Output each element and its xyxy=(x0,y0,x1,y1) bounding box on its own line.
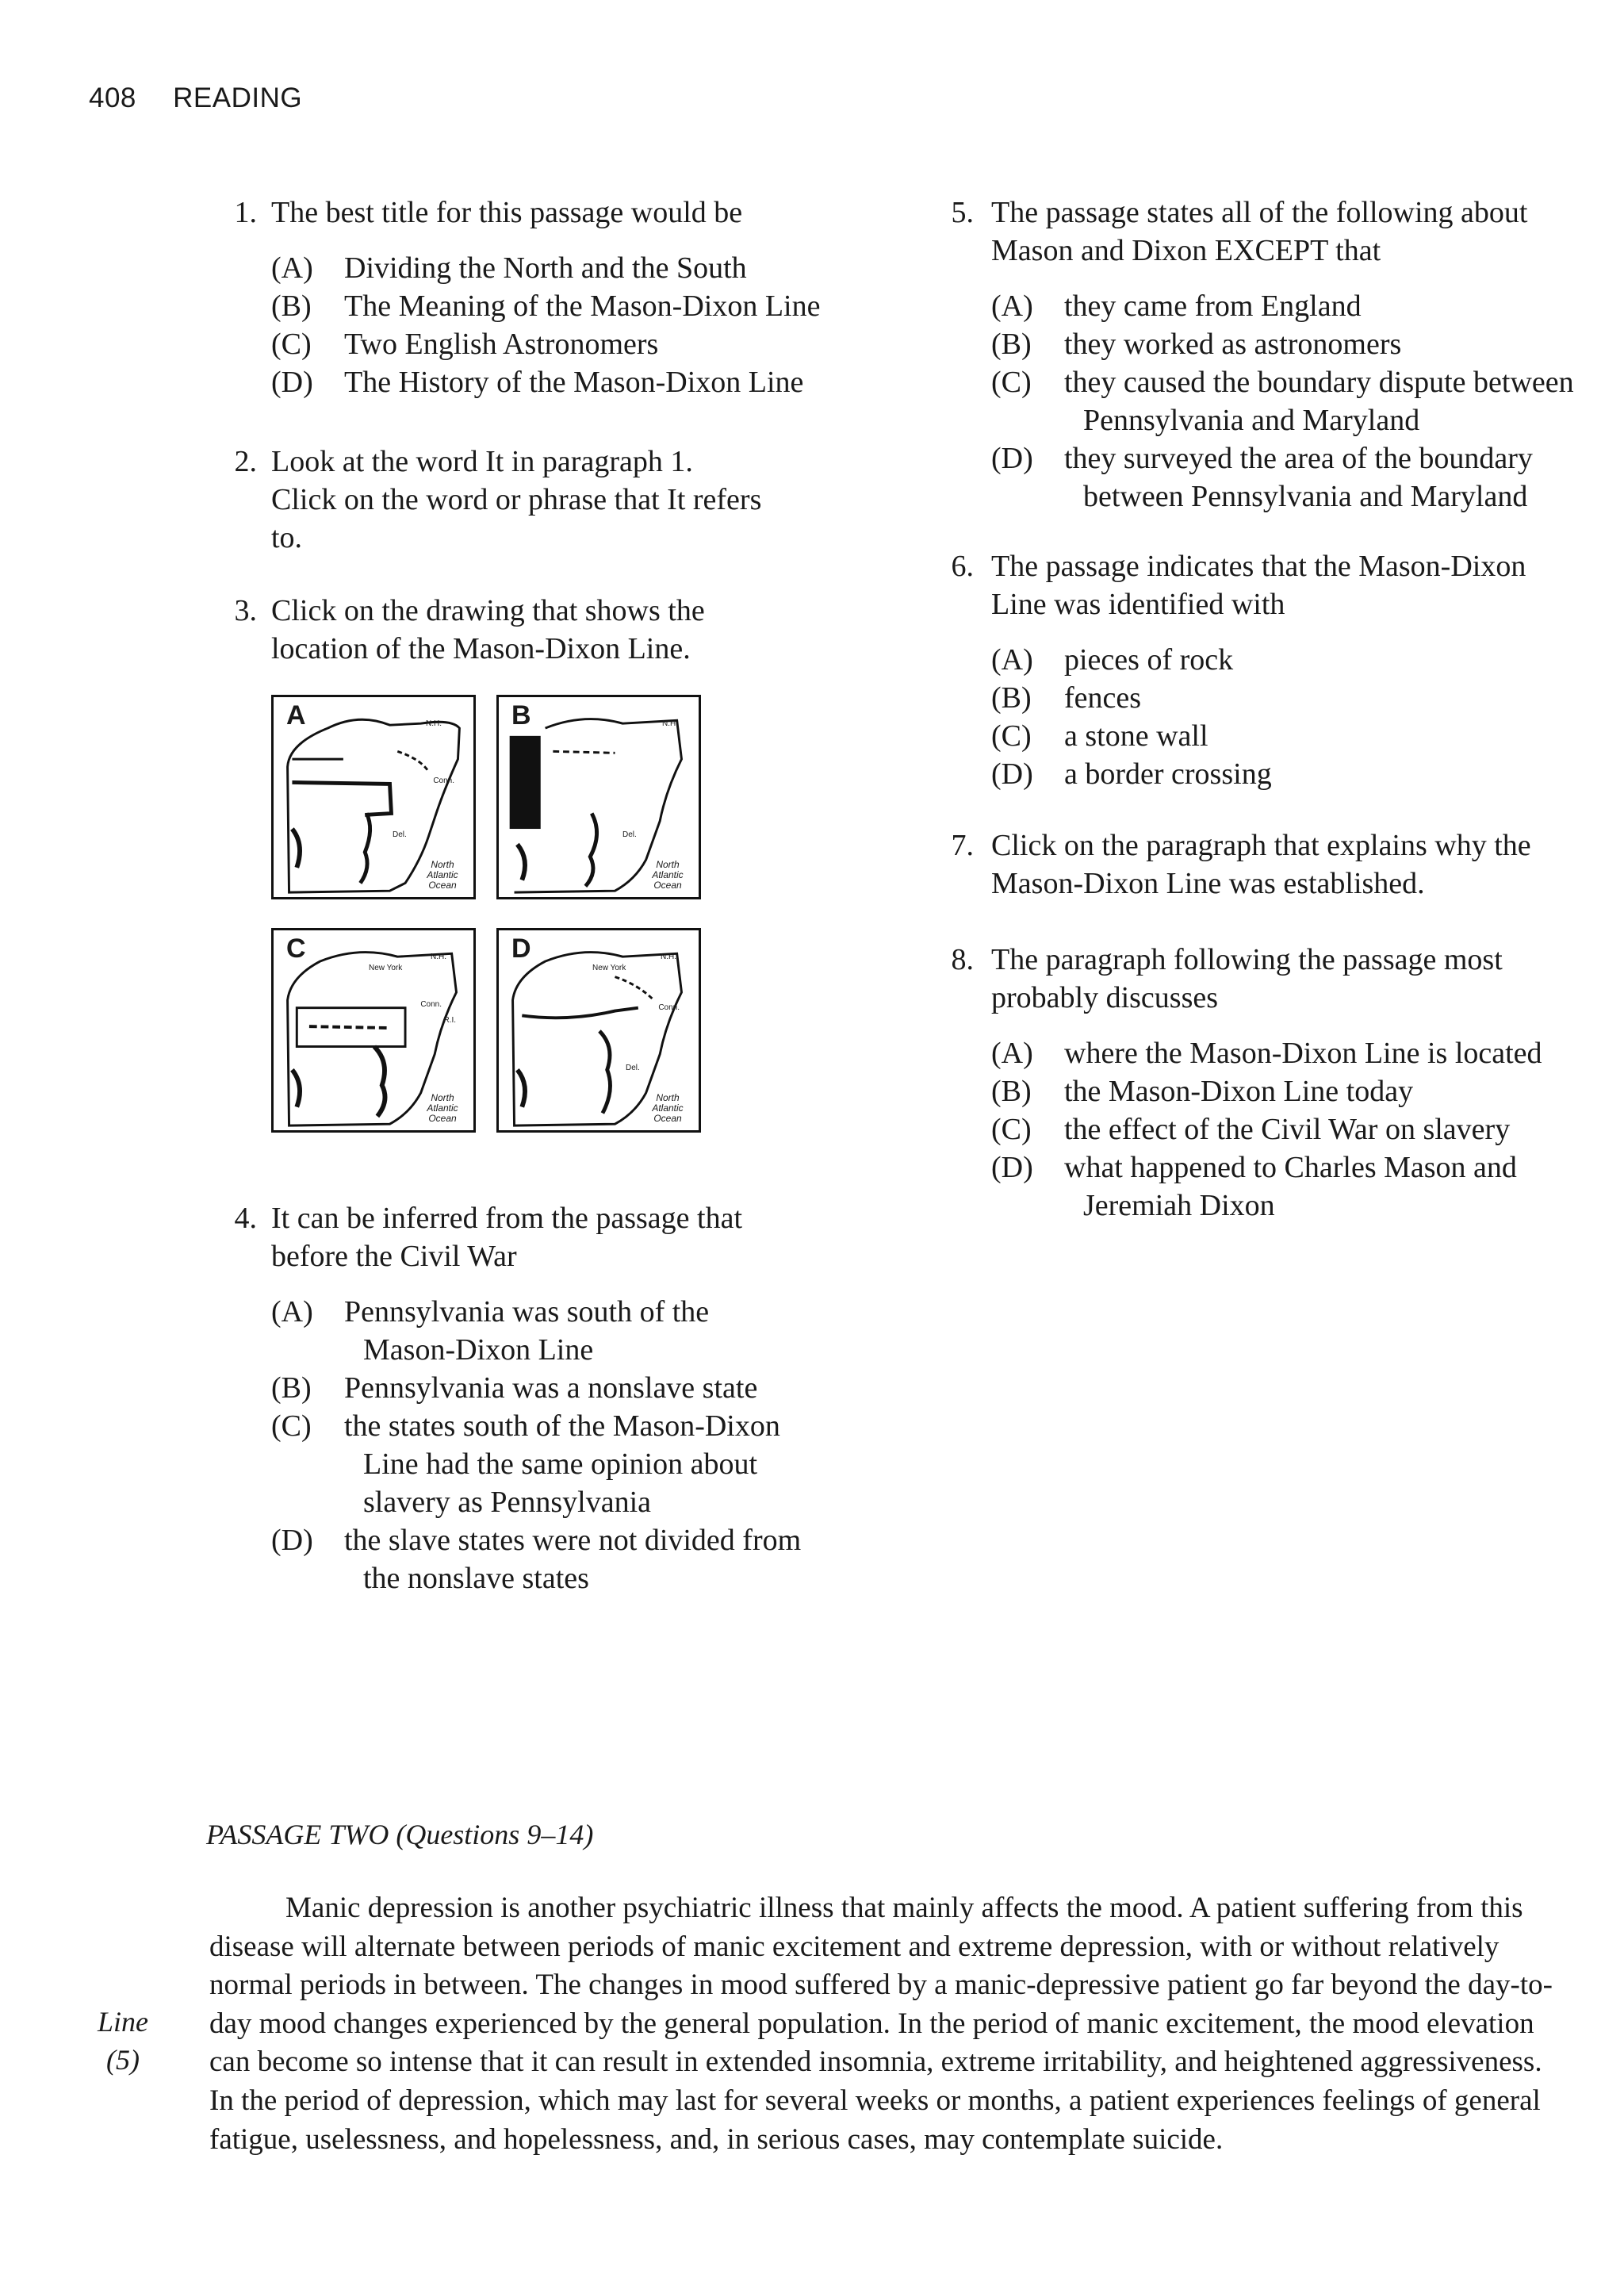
question-stem: The best title for this passage would be xyxy=(271,196,743,229)
question-2 xyxy=(208,443,858,557)
answer-options xyxy=(991,641,1586,793)
option-letter: (D) xyxy=(991,757,1033,791)
question-1 xyxy=(208,194,858,401)
line-label: Line xyxy=(97,2006,148,2038)
option-text: Dividing the North and the South xyxy=(344,251,747,285)
answer-options xyxy=(991,1034,1586,1225)
option-letter: (D) xyxy=(271,1524,313,1557)
map-choice-d[interactable] xyxy=(496,928,701,1133)
option-text: pieces of rock xyxy=(1064,643,1234,677)
question-5 xyxy=(928,194,1586,516)
option-text: the slave states were not divided from the nonslave states xyxy=(344,1524,802,1595)
answer-option[interactable] xyxy=(271,1369,858,1407)
answer-option[interactable] xyxy=(271,1293,858,1369)
option-text: they caused the boundary dispute between Pennsylvania and Maryland xyxy=(1064,366,1574,437)
option-text: Pennsylvania was south of the Mason-Dixon Line xyxy=(344,1295,710,1367)
option-text: the Mason-Dixon Line today xyxy=(1064,1075,1414,1108)
question-4 xyxy=(208,1199,858,1597)
answer-option[interactable] xyxy=(991,1148,1586,1225)
ocean-label: North Atlantic Ocean xyxy=(427,1092,458,1124)
map-mark: New York xyxy=(369,964,403,972)
answer-options xyxy=(271,1293,858,1597)
answer-option[interactable] xyxy=(271,1521,858,1597)
ocean-label: North Atlantic Ocean xyxy=(427,859,458,891)
map-label: D xyxy=(508,934,534,964)
question-stem: Click on the paragraph that explains why the Mason-Dixon Line was established. xyxy=(991,829,1531,900)
answer-option[interactable] xyxy=(271,363,858,401)
map-choices xyxy=(271,695,858,1133)
question-number: 8. xyxy=(951,943,974,976)
answer-option[interactable] xyxy=(991,325,1586,363)
answer-option[interactable] xyxy=(991,1110,1586,1148)
map-mark: Conn. xyxy=(420,1000,442,1009)
right-column xyxy=(928,194,1586,1252)
answer-option[interactable] xyxy=(271,287,858,325)
answer-option[interactable] xyxy=(991,1072,1586,1110)
option-text: The History of the Mason-Dixon Line xyxy=(344,366,804,399)
page-header xyxy=(89,82,302,114)
option-text: a stone wall xyxy=(1064,719,1208,753)
option-letter: (C) xyxy=(991,1113,1032,1146)
section-title: READING xyxy=(173,82,303,113)
ocean-label: North Atlantic Ocean xyxy=(652,859,684,891)
option-letter: (C) xyxy=(271,1409,312,1443)
option-letter: (B) xyxy=(271,1371,312,1405)
answer-option[interactable] xyxy=(991,1034,1586,1072)
answer-option[interactable] xyxy=(991,439,1586,516)
map-mark: Del. xyxy=(626,1064,640,1072)
map-mark: N.H. xyxy=(431,953,446,961)
question-stem: Click on the drawing that shows the location of the Mason-Dixon Line. xyxy=(271,594,705,665)
question-stem: The passage states all of the following about Mason and Dixon EXCEPT that xyxy=(991,196,1528,267)
answer-option[interactable] xyxy=(991,717,1586,755)
option-text: Two English Astronomers xyxy=(344,328,659,361)
option-letter: (B) xyxy=(991,1075,1032,1108)
map-mark: N.H. xyxy=(661,953,676,961)
answer-options xyxy=(991,287,1586,516)
option-letter: (C) xyxy=(271,328,312,361)
map-label: B xyxy=(508,700,534,730)
option-letter: (A) xyxy=(271,251,313,285)
map-mark: Del. xyxy=(393,830,407,839)
passage-title: PASSAGE TWO (Questions 9–14) xyxy=(206,1819,594,1850)
option-letter: (A) xyxy=(991,289,1033,323)
map-mark: Conn. xyxy=(433,776,454,785)
question-7 xyxy=(928,826,1586,903)
question-number: 7. xyxy=(951,829,974,862)
question-stem: The passage indicates that the Mason-Dixon Line was identified with xyxy=(991,550,1526,621)
map-label: C xyxy=(283,934,309,964)
question-number: 1. xyxy=(234,196,257,229)
answer-option[interactable] xyxy=(271,249,858,287)
option-letter: (D) xyxy=(271,366,313,399)
map-mark: Del. xyxy=(622,830,637,839)
answer-options xyxy=(271,249,858,401)
option-letter: (D) xyxy=(991,442,1033,475)
answer-option[interactable] xyxy=(991,755,1586,793)
question-number: 6. xyxy=(951,550,974,583)
option-letter: (B) xyxy=(991,681,1032,715)
answer-option[interactable] xyxy=(991,287,1586,325)
answer-option[interactable] xyxy=(991,363,1586,439)
option-text: the states south of the Mason-Dixon Line had the same opinion about slavery as Pennsylvania xyxy=(344,1409,780,1519)
answer-option[interactable] xyxy=(991,641,1586,679)
option-letter: (B) xyxy=(271,289,312,323)
map-mark: N.H. xyxy=(426,719,442,728)
option-letter: (D) xyxy=(991,1151,1033,1184)
question-stem: Look at the word It in paragraph 1. Click on the word or phrase that It refers to. xyxy=(271,445,762,554)
line-number: (5) xyxy=(106,2044,140,2076)
question-6 xyxy=(928,547,1586,793)
map-choice-c[interactable] xyxy=(271,928,476,1133)
question-number: 2. xyxy=(234,445,257,478)
option-text: the effect of the Civil War on slavery xyxy=(1064,1113,1511,1146)
map-choice-a[interactable] xyxy=(271,695,476,899)
option-text: they worked as astronomers xyxy=(1064,328,1402,361)
map-mark: New York xyxy=(592,964,626,972)
option-text: a border crossing xyxy=(1064,757,1272,791)
option-text: where the Mason-Dixon Line is located xyxy=(1064,1037,1542,1070)
option-letter: (A) xyxy=(991,643,1033,677)
left-column xyxy=(208,194,858,1624)
question-number: 5. xyxy=(951,196,974,229)
answer-option[interactable] xyxy=(991,679,1586,717)
map-mark: N.H. xyxy=(662,719,678,728)
page-number: 408 xyxy=(89,82,136,113)
map-label: A xyxy=(283,700,309,730)
question-3 xyxy=(208,592,858,668)
question-number: 3. xyxy=(234,594,257,627)
option-text: they came from England xyxy=(1064,289,1362,323)
map-choice-b[interactable] xyxy=(496,695,701,899)
map-mark: Conn. xyxy=(658,1003,680,1012)
question-stem: The paragraph following the passage most probably discusses xyxy=(991,943,1503,1014)
ocean-label: North Atlantic Ocean xyxy=(652,1092,684,1124)
question-8 xyxy=(928,941,1586,1225)
option-letter: (A) xyxy=(991,1037,1033,1070)
option-letter: (C) xyxy=(991,366,1032,399)
option-letter: (C) xyxy=(991,719,1032,753)
question-stem: It can be inferred from the passage that before the Civil War xyxy=(271,1202,743,1273)
question-number: 4. xyxy=(234,1202,257,1235)
map-mark: R.I. xyxy=(443,1016,456,1025)
option-text: what happened to Charles Mason and Jeremiah Dixon xyxy=(1064,1151,1517,1222)
passage-paragraph[interactable]: Manic depression is another psychiatric illness that mainly affects the mood. A patient suffering from this disease will alternate between periods of manic excitement and extreme depression, with or without relatively normal periods in between. The changes in mood suffered by a manic-depressive patient go far beyond the day-to-day mood changes experienced by the general population. In the period of manic excitement, the mood elevation can become so intense that it can result in extended insomnia, extreme irritability, and heightened aggressiveness. In the period of depression, which may last for several weeks or months, a patient experiences feelings of general fatigue, uselessness, and hopelessness, and, in serious cases, may contemplate suicide. xyxy=(209,1892,1553,2156)
option-text: Pennsylvania was a nonslave state xyxy=(344,1371,758,1405)
passage-body[interactable] xyxy=(209,1889,1573,2159)
answer-option[interactable] xyxy=(271,1407,858,1521)
answer-option[interactable] xyxy=(271,325,858,363)
option-text: fences xyxy=(1064,681,1142,715)
option-letter: (B) xyxy=(991,328,1032,361)
option-text: they surveyed the area of the boundary between Pennsylvania and Maryland xyxy=(1064,442,1533,513)
option-letter: (A) xyxy=(271,1295,313,1329)
option-text: The Meaning of the Mason-Dixon Line xyxy=(344,289,821,323)
